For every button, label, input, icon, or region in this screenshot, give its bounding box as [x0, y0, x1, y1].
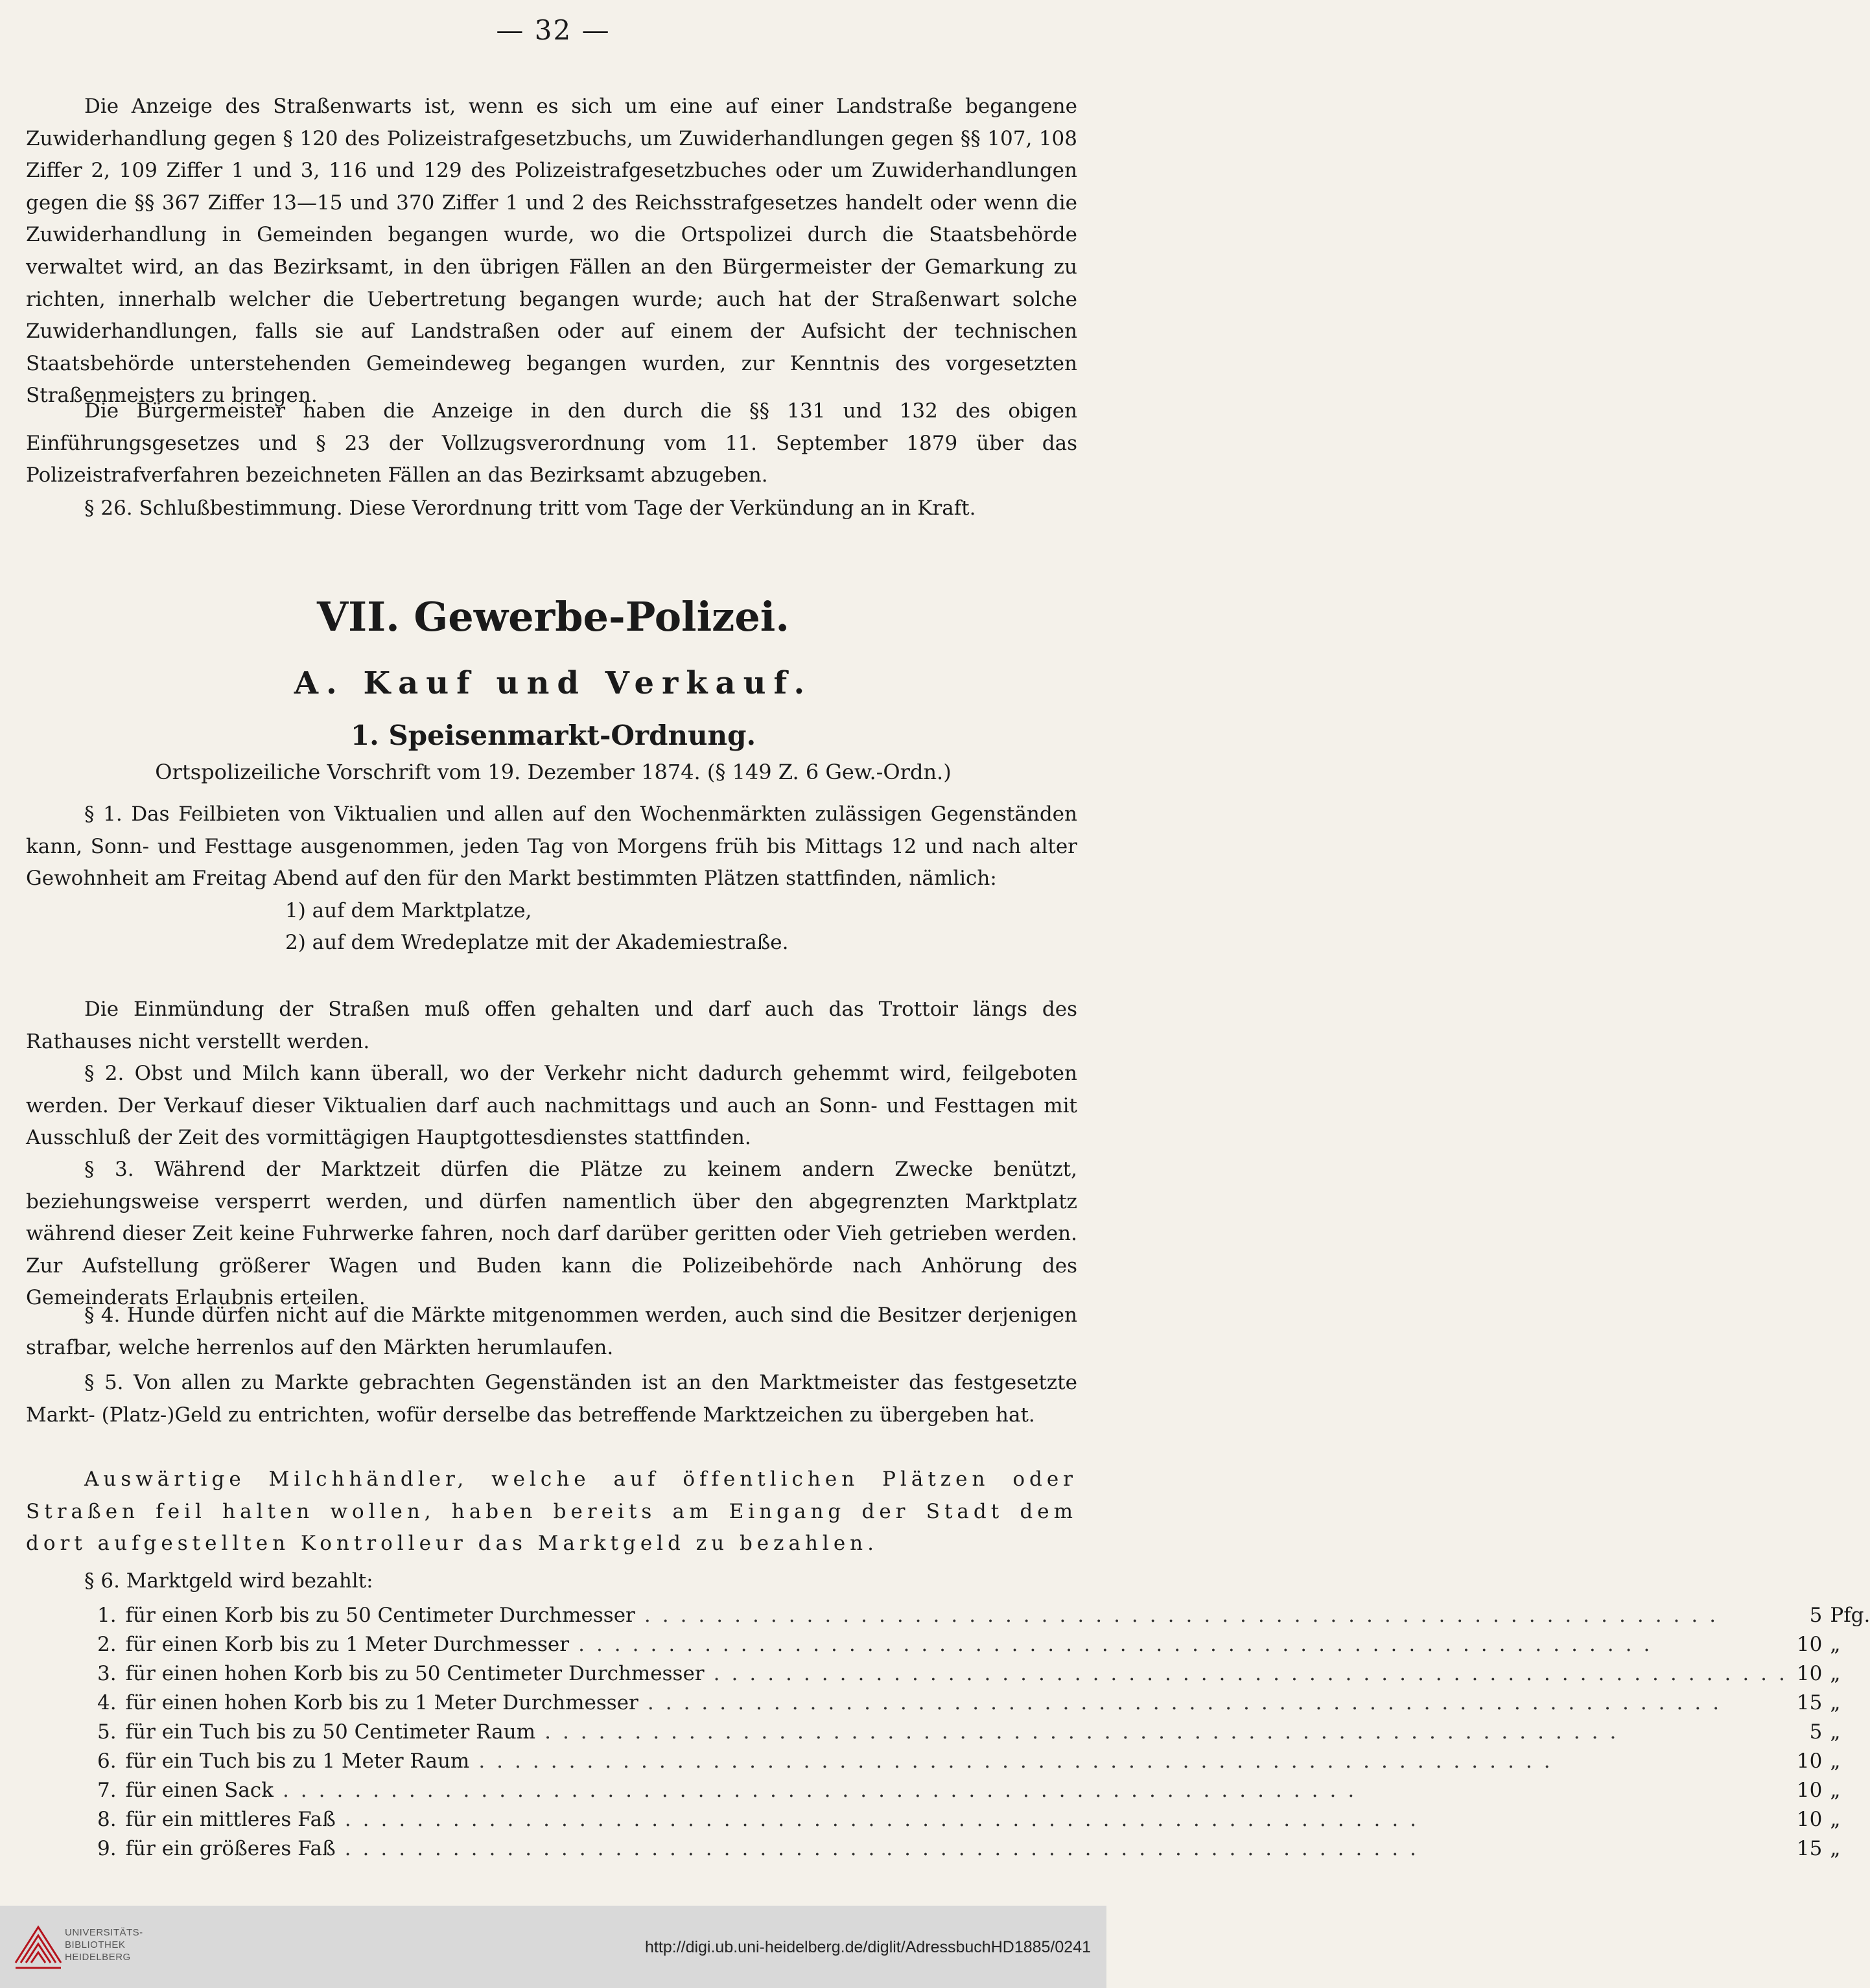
leader-dots: ............................................................	[344, 1808, 1429, 1831]
paragraph-text: § 1. Das Feilbieten von Viktualien und allen auf den Wochenmärkten zulässigen Gegenständen kann, Sonn- und Festtage ausgenommen, jeden Tag von Morgens früh bis Mittags 12 und nach alter Gewohnheit am Freitag Abend auf den für den Markt bestimmten Plätzen stattfinden, nämlich:	[26, 802, 1077, 891]
paragraph-text: § 26. Schlußbestimmung. Diese Verordnung tritt vom Tage der Verkündung an in Kraft.	[84, 497, 976, 520]
fee-row-unit: „	[1830, 1749, 1841, 1773]
logo-line: BIBLIOTHEK	[65, 1939, 126, 1950]
leader-dots: ............................................................	[713, 1662, 1797, 1685]
fee-row-description	[126, 1834, 1797, 1864]
leader-dots: ............................................................	[578, 1633, 1662, 1656]
paragraph-text: § 3. Während der Marktzeit dürfen die Plätze zu keinem andern Zwecke benützt, beziehungsweise versperrt werden, und dürfen namentlich über den abgegrenzten Marktplatz während dieser Zeit keine Fuhrwerke fahren, noch darf darüber geritten oder Vieh getrieben werden. Zur Aufstellung größerer Wagen und Buden kann die Polizeibehörde nach Anhörung des Gemeinderats Erlaubnis erteilen.	[26, 1158, 1077, 1310]
logo-line: UNIVERSITÄTS-	[65, 1927, 143, 1938]
paragraph-text: § 2. Obst und Milch kann überall, wo der Verkehr nicht dadurch gehemmt wird, feilgeboten werden. Der Verkauf dieser Viktualien darf auch nachmittags und auch an Sonn- und Festtagen mit Ausschluß der Zeit des vormittägigen Hauptgottesdienstes stattfinden.	[26, 1062, 1077, 1150]
fee-row-amount: 5	[1809, 1720, 1823, 1744]
fee-row-description-text: für ein mittleres Faß	[125, 1808, 336, 1831]
leader-dots: ............................................................	[282, 1779, 1366, 1802]
fee-row	[97, 1601, 1870, 1630]
paragraph-milk-traders	[26, 1464, 1077, 1560]
fee-row-description	[126, 1718, 1797, 1747]
library-logo-text	[65, 1926, 143, 1963]
fee-row-description	[126, 1601, 1797, 1630]
fee-row-description-text: für ein größeres Faß	[125, 1837, 336, 1860]
fee-row-number: 5.	[97, 1720, 117, 1744]
fee-row-amount: 5	[1809, 1604, 1823, 1627]
library-footer-bar	[0, 1906, 1106, 1988]
fee-row-description-text: für einen Korb bis zu 1 Meter Durchmesser	[125, 1633, 570, 1656]
paragraph-section-2	[26, 1058, 1077, 1154]
paragraph-section-3	[26, 1154, 1077, 1315]
paragraph-mayors-report	[26, 395, 1077, 492]
fee-row-unit: „	[1830, 1662, 1841, 1685]
fee-row-amount: 15	[1796, 1691, 1823, 1714]
fee-row	[97, 1718, 1870, 1747]
fee-row-description	[126, 1776, 1797, 1805]
page-number: — 32 —	[496, 14, 611, 46]
fee-row-amount: 10	[1796, 1808, 1823, 1831]
fee-row-description-text: für ein Tuch bis zu 1 Meter Raum	[125, 1749, 470, 1773]
fee-row-unit: „	[1830, 1837, 1841, 1860]
fee-row-amount: 15	[1796, 1837, 1823, 1860]
fee-row-description	[126, 1805, 1797, 1834]
section-title: A. Kauf und Verkauf.	[294, 665, 813, 701]
fee-row-number: 8.	[97, 1808, 117, 1831]
paragraph-section-6	[26, 1565, 1077, 1598]
fee-row	[97, 1776, 1870, 1805]
source-url-link[interactable]: http://digi.ub.uni-heidelberg.de/diglit/AdressbuchHD1885/0241	[645, 1938, 1091, 1956]
fee-row-number: 9.	[97, 1837, 117, 1860]
chapter-title: VII. Gewerbe-Polizei.	[317, 593, 789, 640]
fee-row	[97, 1747, 1870, 1776]
logo-stroke	[21, 1935, 56, 1963]
fee-row-description-text: für ein Tuch bis zu 50 Centimeter Raum	[125, 1720, 536, 1744]
fee-row-amount: 10	[1796, 1779, 1823, 1802]
list-item: 1) auf dem Marktplatze,	[285, 898, 532, 922]
paragraph-section-4	[26, 1300, 1077, 1364]
fee-row-description	[126, 1630, 1797, 1659]
fee-row-description-text: für einen Sack	[125, 1779, 274, 1802]
leader-dots: ............................................................	[344, 1837, 1428, 1860]
fee-row-amount: 10	[1796, 1662, 1823, 1685]
leader-dots: ............................................................	[544, 1720, 1628, 1744]
logo-line: HEIDELBERG	[65, 1952, 131, 1963]
fee-row	[97, 1834, 1870, 1864]
fee-row	[97, 1659, 1870, 1689]
logo-stroke	[31, 1952, 45, 1963]
paragraph-text: § 4. Hunde dürfen nicht auf die Märkte mitgenommen werden, auch sind die Besitzer derjenigen strafbar, welche herrenlos auf den Märkten herumlaufen.	[26, 1304, 1077, 1359]
fee-row-description-text: für einen Korb bis zu 50 Centimeter Durchmesser	[125, 1604, 635, 1627]
fee-row-unit: „	[1830, 1633, 1841, 1656]
fee-row-amount: 10	[1796, 1749, 1823, 1773]
paragraph-text: Auswärtige Milchhändler, welche auf öffentlichen Plätzen oder Straßen feil halten wollen, haben bereits am Eingang der Stadt dem dort aufgestellten Kontrolleur das Marktgeld zu bezahlen.	[26, 1468, 1077, 1556]
fee-row-unit: „	[1830, 1808, 1841, 1831]
fee-row	[97, 1805, 1870, 1834]
regulation-subtitle: Ortspolizeiliche Vorschrift vom 19. Dezember 1874. (§ 149 Z. 6 Gew.-Ordn.)	[155, 760, 952, 784]
paragraph-section-1	[26, 799, 1077, 959]
fee-row-number: 3.	[97, 1662, 117, 1685]
fee-row	[97, 1689, 1870, 1718]
paragraph-text: Die Anzeige des Straßenwarts ist, wenn es sich um eine auf einer Landstraße begangene Zuwiderhandlung gegen § 120 des Polizeistrafgesetzbuchs, um Zuwiderhandlungen gegen §§ 107, 108 Ziffer 2, 109 Ziffer 1 und 3, 116 und 129 des Polizeistrafgesetzbuches oder um Zuwiderhandlungen gegen die §§ 367 Ziffer 13—15 und 370 Ziffer 1 und 2 des Reichsstrafgesetzes handelt oder wenn die Zuwiderhandlung in Gemeinden begangen wurde, wo die Ortspolizei durch die Staatsbehörde verwaltet wird, an das Bezirksamt, in den übrigen Fällen an den Bürgermeister der Gemarkung zu richten, innerhalb welcher die Uebertretung begangen wurde; auch hat der Straßenwart solche Zuwiderhandlungen, falls sie auf Landstraßen oder auf einem der Aufsicht der technischen Staatsbehörde unterstehenden Gemeindeweg begangen wurden, zur Kenntnis des vorgesetzten Straßenmeisters zu bringen.	[26, 95, 1077, 408]
paragraph-text: § 5. Von allen zu Markte gebrachten Gegenständen ist an den Marktmeister das festgesetzte Markt- (Platz-)Geld zu entrichten, wofür derselbe das betreffende Marktzeichen zu übergeben hat.	[26, 1371, 1077, 1427]
paragraph-street-openings	[26, 994, 1077, 1058]
fee-row-unit: „	[1830, 1691, 1841, 1714]
paragraph-text: Die Einmündung der Straßen muß offen gehalten und darf auch das Trottoir längs des Rathauses nicht verstellt werden.	[26, 998, 1077, 1053]
paragraph-section-26	[26, 493, 1077, 525]
fee-row-number: 2.	[97, 1633, 117, 1656]
fee-row-description-text: für einen hohen Korb bis zu 1 Meter Durchmesser	[125, 1691, 638, 1714]
fee-row-amount: 10	[1796, 1633, 1823, 1656]
fee-row-unit: „	[1830, 1720, 1841, 1744]
fee-row-number: 7.	[97, 1779, 117, 1802]
fee-row-unit: Pfg.	[1830, 1604, 1870, 1627]
subsection-title: 1. Speisenmarkt-Ordnung.	[350, 719, 756, 751]
leader-dots: ............................................................	[647, 1691, 1731, 1714]
paragraph-street-warden-report	[26, 91, 1077, 412]
fee-table-body	[97, 1601, 1870, 1864]
fee-row-description	[126, 1659, 1797, 1689]
fee-row-unit: „	[1830, 1779, 1841, 1802]
leader-dots: ............................................................	[478, 1749, 1562, 1773]
fee-row-number: 6.	[97, 1749, 117, 1773]
fee-row-description	[126, 1747, 1797, 1776]
fee-row-description	[126, 1689, 1797, 1718]
paragraph-text: § 6. Marktgeld wird bezahlt:	[84, 1569, 373, 1593]
list-item: 2) auf dem Wredeplatze mit der Akademiestraße.	[285, 931, 789, 955]
fee-row-description-text: für einen hohen Korb bis zu 50 Centimeter Durchmesser	[125, 1662, 705, 1685]
paragraph-section-5	[26, 1367, 1077, 1431]
fee-row-number: 4.	[97, 1691, 117, 1714]
fee-row	[97, 1630, 1870, 1659]
leader-dots: ............................................................	[644, 1604, 1728, 1627]
market-fee-table	[97, 1601, 1870, 1864]
library-logo-icon	[9, 1917, 67, 1976]
fee-row-number: 1.	[97, 1604, 117, 1627]
paragraph-text: Die Bürgermeister haben die Anzeige in den durch die §§ 131 und 132 des obigen Einführungsgesetzes und § 23 der Vollzugsverordnung vom 11. September 1879 über das Polizeistrafverfahren bezeichneten Fällen an das Bezirksamt abzugeben.	[26, 399, 1077, 487]
